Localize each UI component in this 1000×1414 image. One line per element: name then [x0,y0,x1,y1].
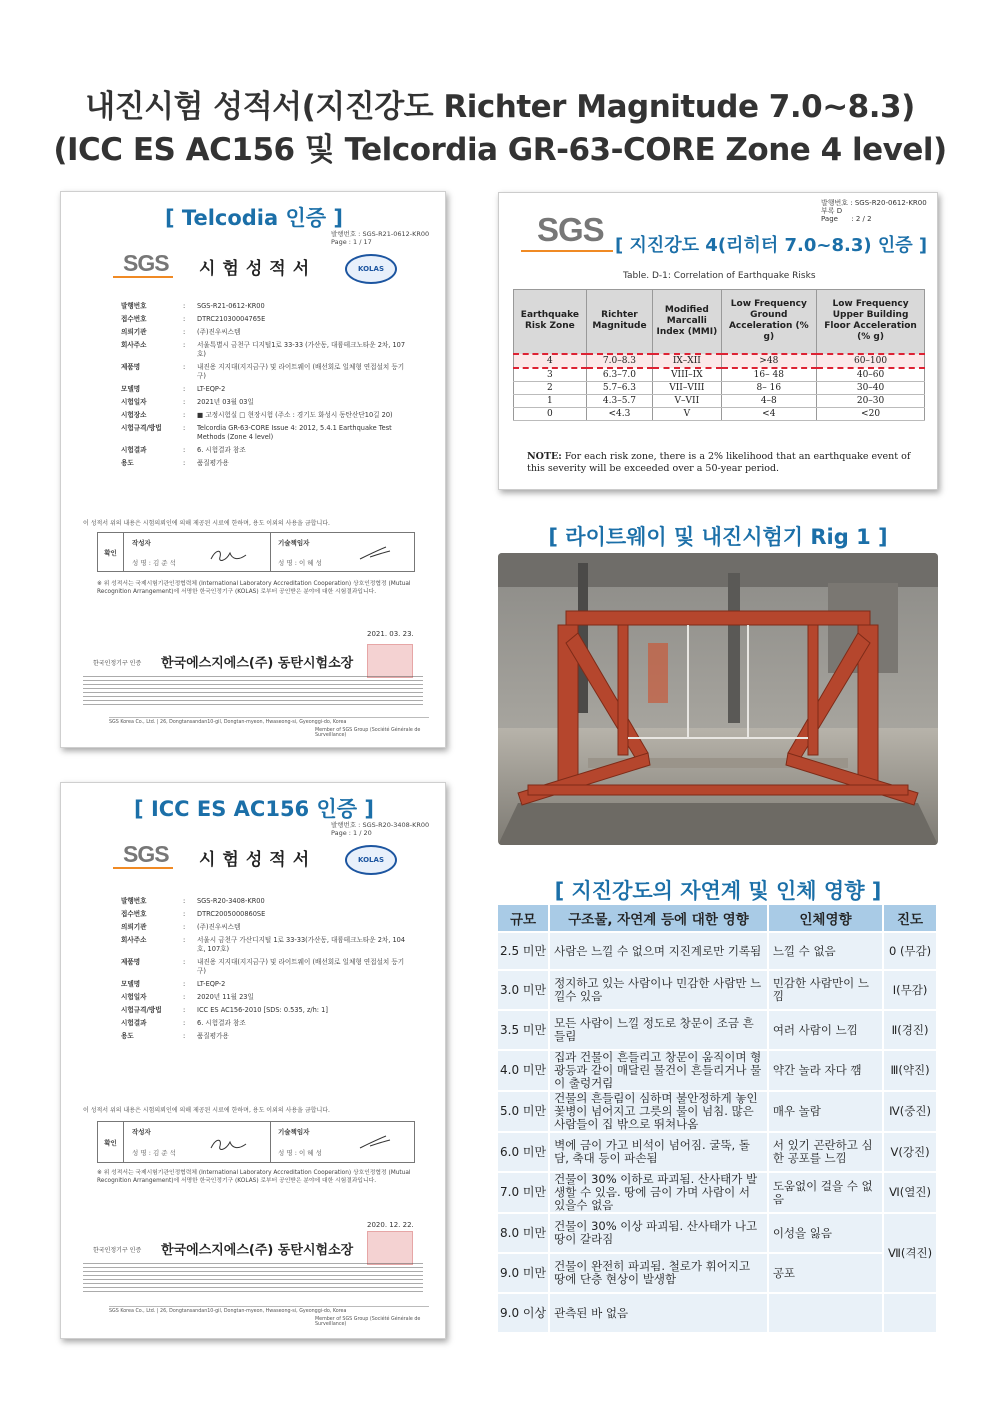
document-title: 시험성적서 [199,850,317,870]
cert-ref-no: 발행번호 : SGS-R21-0612-KR00 [331,230,430,238]
risk-column-header: Low Frequency Upper Building Floor Acceleration (% g) [817,290,925,354]
test-rig-photo [498,553,938,845]
writer-name: 성 명 : 김 준 석 [132,559,176,567]
info-colon: : [183,411,186,419]
info-row [121,978,411,991]
effects-row [498,1092,938,1133]
risk-row [514,381,925,394]
icc-certificate [60,782,446,1339]
structural-effect-cell: 집과 건물이 흔들리고 창문이 움직이며 형광등과 같이 매달린 물건이 흔들리거나 물이 출렁거림 [550,1051,769,1092]
effects-column-header: 인체영향 [769,905,884,933]
risk-cell: 6.3–7.0 [586,368,652,382]
info-colon: : [183,936,186,944]
info-row [121,313,411,326]
info-value: 품질평가용 [197,1032,229,1040]
risk-cell: 5.7–6.3 [586,381,652,394]
confirm-label: 확인 [98,1122,124,1162]
effects-heading: [ 지진강도의 자연계 및 인체 영향 ] [554,879,882,903]
info-value: SGS-R20-3408-KR00 [197,897,265,905]
human-effect-cell [769,1294,884,1334]
intensity-cell: Ⅴ(강진) [884,1133,938,1173]
info-row [121,1030,411,1043]
info-row [121,326,411,339]
info-value: DTRC21030004765E [197,315,266,323]
official-seal [367,644,413,678]
writer-name: 성 명 : 김 준 석 [132,1149,176,1157]
structural-effect-cell: 벽에 금이 가고 비석이 넘어짐. 굴뚝, 돌담, 축대 등이 파손됨 [550,1133,769,1173]
info-colon: : [183,980,186,988]
effects-row [498,1214,938,1254]
info-row [121,409,411,422]
info-value: (주)진우씨스템 [197,328,241,336]
risk-ref: 발행번호 : SGS-R20-0612-KR00 부록 D Page : 2 / 2 [821,199,927,223]
sgs-logo: SGS [123,841,169,867]
risk-table-caption: Table. D-1: Correlation of Earthquake Risks [623,271,816,281]
earthquake-risk-document [498,192,938,490]
scale-cell: 8.0 미만 [498,1214,550,1254]
info-key: 회사주소 [121,341,147,349]
structural-effect-cell: 건물이 30% 이상 파괴됨. 산사태가 나고 땅이 갈라짐 [550,1214,769,1254]
risk-cell: 60–100 [817,354,925,368]
risk-column-header: Richter Magnitude [586,290,652,354]
effects-row [498,1051,938,1092]
human-effect-cell: 민감한 사람만이 느낌 [769,971,884,1011]
info-colon: : [183,897,186,905]
effects-row [498,971,938,1011]
info-row [121,1004,411,1017]
risk-cell: 2 [514,381,587,394]
scale-cell: 5.0 미만 [498,1092,550,1133]
effects-row [498,1294,938,1334]
scale-cell: 3.0 미만 [498,971,550,1011]
human-effect-cell: 공포 [769,1254,884,1294]
effects-column-header: 구조물, 자연계 등에 대한 영향 [550,905,769,933]
intensity-cell: Ⅳ(중진) [884,1092,938,1133]
issuing-org: 한국에스지에스(주) 동탄시험소장 [161,656,354,671]
structural-effect-cell: 건물의 흔들림이 심하며 불안정하게 놓인 꽃병이 넘어지고 그릇의 물이 넘침. 많은 사람들이 집 밖으로 뛰쳐나옴 [550,1092,769,1133]
info-colon: : [183,302,186,310]
human-effect-cell: 느낄 수 없음 [769,933,884,971]
info-value: 2021년 03월 03일 [197,398,254,406]
info-colon: : [183,958,186,966]
info-key: 발행번호 [121,302,147,310]
effects-row [498,1011,938,1051]
scale-cell: 2.5 미만 [498,933,550,971]
risk-cell: >48 [721,354,817,368]
info-colon: : [183,1019,186,1027]
info-value: Telcordia GR-63-CORE Issue 4: 2012, 5.4.1 Earthquake Test Methods (Zone 4 level) [197,424,392,441]
info-value: LT-EQP-2 [197,385,226,393]
intensity-cell [884,1294,938,1334]
info-colon: : [183,993,186,1001]
info-colon: : [183,1006,186,1014]
approver-name: 성 명 : 이 혜 성 [278,559,322,567]
confirm-label: 확인 [98,533,124,571]
info-value: ICC ES AC156-2010 [SDS: 0.535, z/h: 1] [197,1006,328,1014]
info-value: DTRC2005000860SE [197,910,266,918]
cert-ref-no: 발행번호 : SGS-R20-3408-KR00 [331,821,430,829]
certificate-notice: 이 성적서 위의 내용은 시험의뢰인에 의해 제공된 시료에 한하며, 용도 이외의 사용을 금합니다. [83,1107,330,1114]
intensity-cell: 0 (무감) [884,933,938,971]
certificate-notice: 이 성적서 위의 내용은 시험의뢰인에 의해 제공된 시료에 한하며, 용도 이외의 사용을 금합니다. [83,520,330,527]
sgs-logo: SGS [537,211,604,248]
risk-cell: VII–VIII [653,381,721,394]
risk-cell: IX–XII [653,354,721,368]
risk-cell: <4.3 [586,407,652,420]
risk-cell: <20 [817,407,925,420]
intensity-cell: Ⅰ(무감) [884,971,938,1011]
human-effect-cell: 매우 놀람 [769,1092,884,1133]
risk-cell: 8– 16 [721,381,817,394]
sgs-logo: SGS [123,250,169,276]
certificate-footnote: ※ 위 성적서는 국제시험기관인정협력체 (International Laboratory Accreditation Cooperation) 상호인정협정 (Mutual Recognition Arrangement)에 서명한 한국인정기구 (KOLAS) 로부터 공인받은 분야에 대한 시험결과입니다. [97,581,411,595]
intensity-cell: Ⅶ(격진) [884,1214,938,1294]
risk-column-header: Modified Marcalli Index (MMI) [653,290,721,354]
risk-row-highlighted [514,354,925,368]
info-row [121,444,411,457]
company-address: SGS Korea Co., Ltd. | 26, Dongtansandan10-gil, Dongtan-myeon, Hwaseong-si, Gyeonggi-do, Korea [109,1306,429,1314]
risk-column-header: Earthquake Risk Zone [514,290,587,354]
info-colon: : [183,424,186,432]
human-effect-cell: 도움없이 걸을 수 없음 [769,1173,884,1214]
telcordia-heading: [ Telcodia 인증 ] [165,206,343,230]
info-row [121,991,411,1004]
human-effect-cell: 여러 사람이 느낌 [769,1011,884,1051]
info-colon: : [183,328,186,336]
intensity-cell: Ⅲ(약진) [884,1051,938,1092]
approver-label: 기술책임자 [278,1128,310,1136]
info-value: 서울시 금천구 가산디지털 1로 33-33(가산동, 대륭테크노타운 2차, 104호, 107호) [197,936,406,953]
signature-box [97,532,415,572]
info-value: 품질평가용 [197,459,229,467]
cert-page: Page : 1 / 20 [331,829,372,837]
info-key: 접수번호 [121,315,147,323]
info-colon: : [183,923,186,931]
info-key: 시험규격/방법 [121,1006,162,1014]
info-colon: : [183,459,186,467]
scale-cell: 7.0 미만 [498,1173,550,1214]
risk-cell: 4 [514,354,587,368]
note-label: NOTE: [527,451,562,462]
terms-fineprint [83,1263,423,1293]
risk-row [514,368,925,382]
effects-column-header: 진도 [884,905,938,933]
human-effect-cell: 이성을 잃음 [769,1214,884,1254]
info-key: 용도 [121,459,134,467]
info-colon: : [183,341,186,349]
approver-name: 성 명 : 이 혜 성 [278,1149,322,1157]
writer-signature [208,547,248,565]
structural-effect-cell: 정지하고 있는 사람이나 민감한 사람만 느낄수 있음 [550,971,769,1011]
info-key: 모델명 [121,385,141,393]
structural-effect-cell: 사람은 느낄 수 없으며 지진계로만 기록됨 [550,933,769,971]
kolas-logo: KOLAS [345,254,397,284]
info-row [121,908,411,921]
risk-cell: 16– 48 [721,368,817,382]
info-row [121,361,411,383]
intensity-cell: Ⅵ(열진) [884,1173,938,1214]
risk-column-header: Low Frequency Ground Acceleration (% g) [721,290,817,354]
info-key: 시험장소 [121,411,147,419]
risk-row [514,407,925,420]
structural-effect-cell: 모든 사람이 느낄 정도로 창문이 조금 흔들림 [550,1011,769,1051]
scale-cell: 9.0 미만 [498,1254,550,1294]
scale-cell: 6.0 미만 [498,1133,550,1173]
risk-cell: 0 [514,407,587,420]
info-row [121,339,411,361]
scale-cell: 9.0 이상 [498,1294,550,1334]
org-prefix: 한국인정기구 인증 [93,660,142,667]
sgs-logo-underline [113,867,173,869]
info-key: 시험일자 [121,993,147,1001]
info-key: 시험결과 [121,446,147,454]
risk-cell: 4.3–5.7 [586,394,652,407]
info-key: 시험규격/방법 [121,424,162,432]
main-title-line2: (ICC ES AC156 및 Telcordia GR-63-CORE Zone 4 level) [53,132,947,168]
info-colon: : [183,363,186,371]
effects-row [498,1254,938,1294]
risk-cell: V–VII [653,394,721,407]
effects-row [498,1133,938,1173]
info-colon: : [183,398,186,406]
risk-cell: 3 [514,368,587,382]
info-row [121,921,411,934]
certificate-date: 2020. 12. 22. [367,1221,414,1229]
effects-row [498,1173,938,1214]
info-row [121,300,411,313]
scale-cell: 3.5 미만 [498,1011,550,1051]
approver-label: 기술책임자 [278,539,310,547]
official-seal [367,1231,413,1265]
risk-cell: 7.0–8.3 [586,354,652,368]
structural-effect-cell: 건물이 완전히 파괴됨. 철로가 휘어지고 땅에 단층 현상이 발생함 [550,1254,769,1294]
info-key: 의뢰기관 [121,328,147,336]
org-prefix: 한국인정기구 인증 [93,1247,142,1254]
scale-cell: 4.0 미만 [498,1051,550,1092]
info-value: (주)진우씨스템 [197,923,241,931]
certificate-info-table [121,895,411,1043]
approver-signature [356,545,396,563]
main-title [0,86,1000,172]
info-colon: : [183,910,186,918]
info-key: 제품명 [121,363,141,371]
info-key: 발행번호 [121,897,147,905]
info-key: 시험일자 [121,398,147,406]
info-row [121,1017,411,1030]
effects-column-header: 규모 [498,905,550,933]
intensity-cell: Ⅱ(경진) [884,1011,938,1051]
info-value: 6. 시험결과 참조 [197,446,246,454]
certificate-date: 2021. 03. 23. [367,630,414,638]
telcordia-certificate [60,191,446,748]
info-key: 용도 [121,1032,134,1040]
rig-heading: [ 라이트웨이 및 내진시험기 Rig 1 ] [548,525,888,549]
risk-note [527,451,927,475]
main-title-line1: 내진시험 성적서(지진강도 Richter Magnitude 7.0~8.3) [85,89,915,125]
info-value: SGS-R21-0612-KR00 [197,302,265,310]
effects-row [498,933,938,971]
info-value: 내진용 지지대(지지금구) 및 라이트웨이 (배선회로 일체형 연접설치 등기구) [197,363,405,380]
info-value: 2020년 11월 23일 [197,993,254,1001]
info-colon: : [183,446,186,454]
info-key: 시험결과 [121,1019,147,1027]
info-row [121,956,411,978]
issuing-org: 한국에스지에스(주) 동탄시험소장 [161,1243,354,1258]
approver-signature [356,1134,396,1152]
member-line: Member of SGS Group (Société Générale de Surveillance) [315,1317,421,1327]
info-row [121,457,411,470]
risk-cell: 4–8 [721,394,817,407]
earthquake-effects-table [498,905,938,1334]
risk-cell: 40–60 [817,368,925,382]
risk-row [514,394,925,407]
sgs-logo-underline [113,276,173,278]
risk-heading: [ 지진강도 4(리히터 7.0~8.3) 인증 ] [615,235,928,256]
info-value: 내진용 지지대(지지금구) 및 라이트웨이 (배선회로 일체형 연접설치 등기구) [197,958,405,975]
info-value: 서울특별시 금천구 디지털1로 33-33 (가산동, 대륭테크노타운 2차, 107호) [197,341,406,358]
risk-cell: 30–40 [817,381,925,394]
risk-cell: <4 [721,407,817,420]
info-key: 제품명 [121,958,141,966]
info-colon: : [183,315,186,323]
info-value: LT-EQP-2 [197,980,226,988]
risk-cell: 20–30 [817,394,925,407]
writer-signature [208,1136,248,1154]
human-effect-cell: 약간 놀라 자다 깸 [769,1051,884,1092]
terms-fineprint [83,676,423,706]
kolas-logo: KOLAS [345,845,397,875]
info-row [121,383,411,396]
risk-cell: V [653,407,721,420]
human-effect-cell: 서 있기 곤란하고 심한 공포를 느낌 [769,1133,884,1173]
certificate-footnote: ※ 위 성적서는 국제시험기관인정협력체 (International Laboratory Accreditation Cooperation) 상호인정협정 (Mutual Recognition Arrangement)에 서명한 한국인정기구 (KOLAS) 로부터 공인받은 분야에 대한 시험결과입니다. [97,1170,411,1184]
info-key: 회사주소 [121,936,147,944]
info-colon: : [183,1032,186,1040]
info-row [121,895,411,908]
info-key: 접수번호 [121,910,147,918]
earthquake-risk-table [513,289,925,421]
certificate-info-table [121,300,411,470]
info-row [121,396,411,409]
structural-effect-cell: 건물이 30% 이하로 파괴됨. 산사태가 발생할 수 있음. 땅에 금이 가며 사람이 서 있을수 없음 [550,1173,769,1214]
info-value: ■ 고정시험실 □ 현장시험 (주소 : 경기도 화성시 동탄산단10길 20) [197,411,393,419]
sgs-logo-underline [521,250,613,252]
info-colon: : [183,385,186,393]
document-title: 시험성적서 [199,259,317,279]
info-key: 의뢰기관 [121,923,147,931]
structural-effect-cell: 관측된 바 없음 [550,1294,769,1334]
info-row [121,422,411,444]
company-address: SGS Korea Co., Ltd. | 26, Dongtansandan10-gil, Dongtan-myeon, Hwaseong-si, Gyeonggi-do, Korea [109,717,429,725]
info-key: 모델명 [121,980,141,988]
info-row [121,934,411,956]
icc-heading: [ ICC ES AC156 인증 ] [134,797,374,821]
info-value: 6. 시험결과 참조 [197,1019,246,1027]
writer-label: 작성자 [132,1128,151,1136]
risk-cell: VIII–IX [653,368,721,382]
cert-page: Page : 1 / 17 [331,238,372,246]
risk-cell: 1 [514,394,587,407]
member-line: Member of SGS Group (Société Générale de Surveillance) [315,728,421,738]
note-text: For each risk zone, there is a 2% likelihood that an earthquake event of this severity will be exceeded over a 50-year period. [527,451,911,474]
signature-box [97,1121,415,1163]
writer-label: 작성자 [132,539,151,547]
